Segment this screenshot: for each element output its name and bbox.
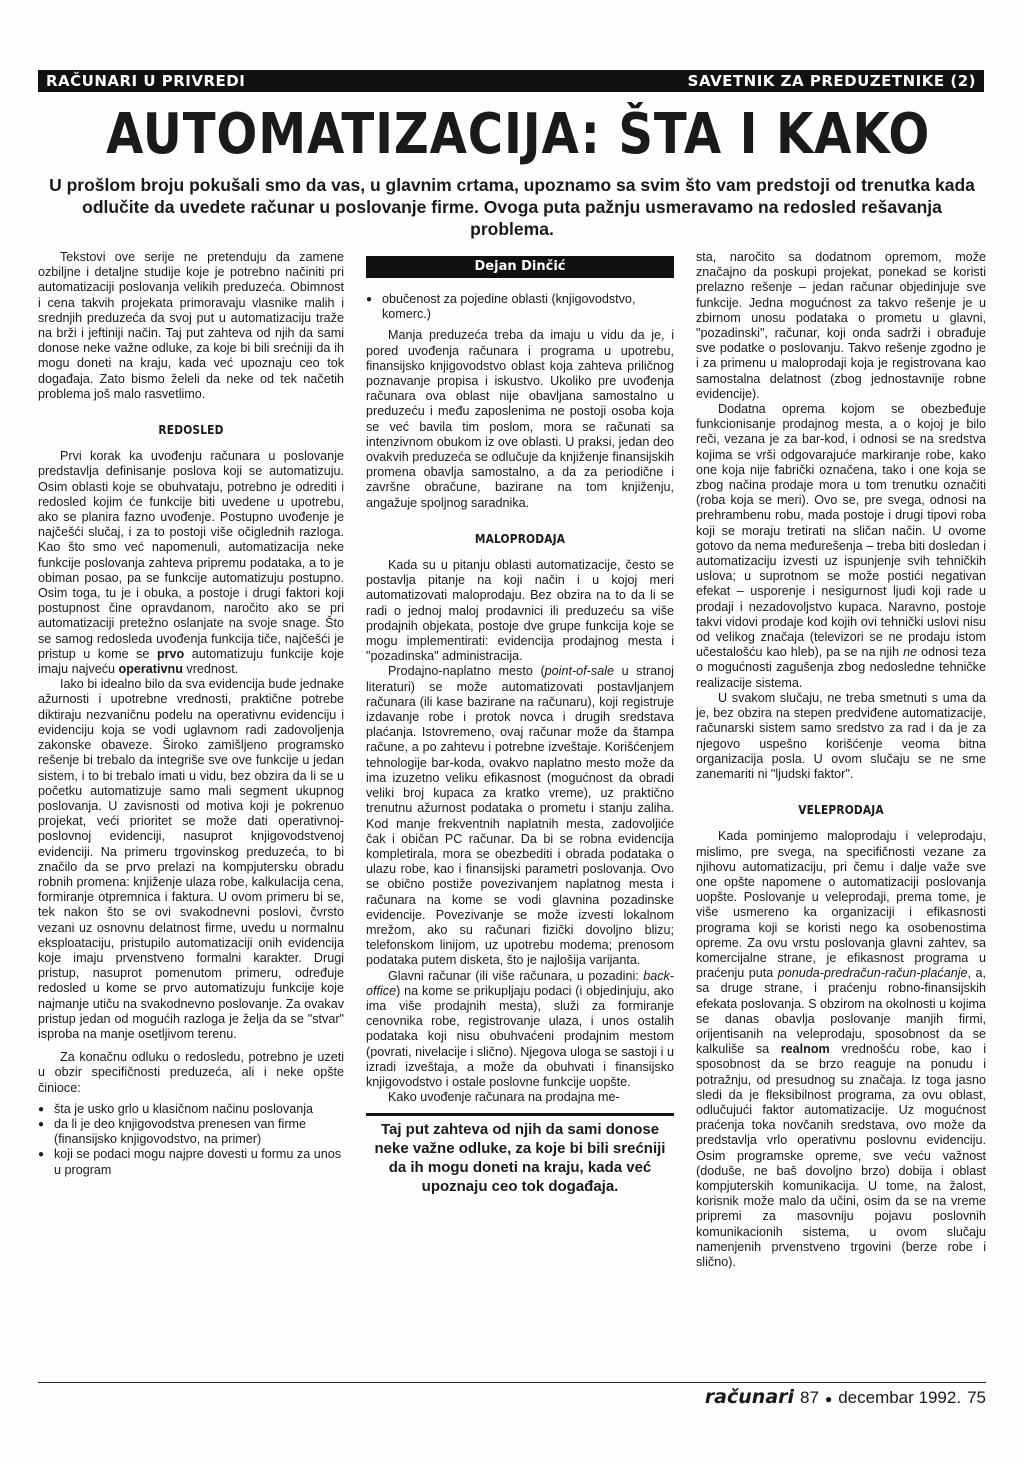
list-item: ● obučenost za pojedine oblasti (knjigovodstvo, komerc.) xyxy=(366,292,674,322)
list-item: ● šta je usko grlo u klasičnom načinu poslovanja xyxy=(38,1102,344,1117)
column-3 xyxy=(696,250,986,1270)
paragraph: Tekstovi ove serije ne pretenduju da zamene ozbiljne i detaljne studije koje je potrebno načiniti pri automatizaciji poslovanja velikih preduzeća. Obimnost i cena takvih projekata primoravaju vlasnike malih i srednjih preduzeća da svoj put u automatizaciju traže na brži i jeftiniji način. Taj put zahteva od njih da sami donose neke važne odluke, za koje bi bili srećniji da ih mogu doneti na kraju, kada već upoznaju ceo tok događaja. Zato bismo želeli da neke od tek načetih problema još malo rasvetlimo. xyxy=(38,250,344,401)
paragraph: U svakom slučaju, ne treba smetnuti s uma da je, bez obzira na stepen predviđene automatizacije, računarski sistem samo sredstvo za rad i da je za njegovo uspešno korišćenje veoma bitna organizacija posla. U ovom slučaju se ne sme zanemariti ni "ljudski faktor". xyxy=(696,690,986,781)
subheading-maloprodaja: MALOPRODAJA xyxy=(474,530,566,546)
section-header-bar xyxy=(38,70,984,92)
footer-divider xyxy=(38,1382,986,1383)
bold-text: realnom xyxy=(780,1042,830,1057)
italic-text: ponuda-predračun-račun-plaćanje xyxy=(777,966,968,981)
paragraph: Glavni računar (ili više računara, u pozadini: back-office) na kome se prikupljaju podaci (i objedinjuju, ako ima više prodajnih mesta), služi za formiranje cenovnika robe, registrovanje ulaza, i unos ostalih podataka koji nisu obuhvaćeni prodajnim mestom (povrati, nivelacije i slično). Njegova uloga se sastoji i u izradi izveštaja, a može da obuhvati i finansijsko knjigovodstvo i ostale poslovne funkcije uopšte. xyxy=(366,968,674,1089)
page-footer xyxy=(705,1386,986,1408)
column-1 xyxy=(38,250,344,1178)
paragraph: Iako bi idealno bilo da sva evidencija bude jednake ažurnosti i upotrebne vrednosti, praktične potrebe diktiraju nezvaničnu podelu na operativnu evidenciju i evidenciju koja se vodi uglavnom radi zadovoljenja zakonske obaveze. Široko zamišljeno programsko rešenje bi trebalo da integriše sve ove funkcije u jedan sistem, i to bi trebalo imati u vidu, bez obzira da li se u početku automatizuje samo mali segment ukupnog poslovanja. U zavisnosti od motiva koji je pokrenuo projekat, veći prioritet se može dati operativnoj-poslovnoj evidenciji, nasuprot knjigovodstvenoj evidenciji. Na primeru trgovinskog preduzeća, to bi značilo da se prvo prelazi na kompjutersku obradu robnih promena: knjiženje ulaza robe, kalkulacija cena, formiranje otpremnica i faktura. U ovom primeru bi se, tek nakon što se ovi svakodnevni poslovi, čvrsto vezani uz osnovnu delatnost firme, uvedu u normalnu eksploataciju, pristupilo automatizaciji onih evidencija koje imaju prvenstveno formalni karakter. Drugi pristup, nasuprot pomenutom primeru, određuje redosled u kome se prvo automatizuju funkcije koje najmanje utiču na svakodnevno poslovanje. Za ovakav pristup jedan od mogućih razloga je želja da se "stvar" isproba na manje osetljivom terenu. xyxy=(38,677,344,1041)
page-number: 75 xyxy=(967,1388,986,1407)
bullet-list xyxy=(38,1102,344,1178)
paragraph: sta, naročito sa dodatnom opremom, može značajno da poskupi projekat, ponekad se koristi prelazno rešenje – jedan računar objedinjuje sve funkcije. Jedna mogućnost za takvo rešenje je u zbirnom unosu podataka o prometu u glavni, "pozadinski", računar, koji onda sadrži i obrađuje sve podatke o poslovanju. Takvo rešenje zgodno je i za primenu u maloprodaji koja je registrovana kao samostalna delatnost (zbog jednostavnije robne evidencije). xyxy=(696,250,986,401)
bold-text: operativnu xyxy=(118,662,183,677)
bullet-separator-icon: ● xyxy=(824,1392,833,1406)
issue-date: decembar 1992. xyxy=(838,1388,962,1407)
lead-paragraph: U prošlom broju pokušali smo da vas, u glavnim crtama, upoznamo sa svim što vam predstoji od trenutka kada odlučite da uvedete računar u poslovanje firme. Ovoga puta pažnju usmeravamo na redosled rešavanja problema. xyxy=(49,175,975,239)
subheading-redosled: REDOSLED xyxy=(158,422,224,438)
list-item: ● koji se podaci mogu najpre dovesti u formu za unos u program xyxy=(38,1147,344,1177)
paragraph: Prvi korak ka uvođenju računara u poslovanje predstavlja definisanje poslova koji se automatizuju. Osim oblasti koje se obuhvataju, potrebno je odrediti i redosled kojim će funkcije biti uvedene u upotrebu, ako se planira fazno uvođenje. Postupno uvođenje je najčešći slučaj, i za to postoji više očiglednih razloga. Kao što smo već napomenuli, automatizacija neke funkcije poslovanja zahteva pripremu podataka, a to je obiman posao, pa se funkcije automatizuju postupno. Osim toga, tu je i obuka, a postoje i drugi faktori koji postupnost čine opravdanom, naročito ako se pri automatizaciji pretežno oslanjate na svoje snage. Što se samog redosleda uvođenja funkcija tiče, najčešći je pristup u kome se prvo automatizuju funkcije koje imaju najveću operativnu vrednost. xyxy=(38,449,344,677)
bold-text: prvo xyxy=(156,646,185,661)
paragraph: Za konačnu odluku o redosledu, potrebno je uzeti u obzir specifičnosti preduzeća, ali i neke opšte činioce: xyxy=(38,1050,344,1095)
section-right-label: SAVETNIK ZA PREDUZETNIKE (2) xyxy=(687,72,976,90)
headline: AUTOMATIZACIJA: ŠTA I KAKO xyxy=(106,102,931,167)
italic-text: point-of-sale xyxy=(544,664,614,679)
author-byline: Dejan Dinčić xyxy=(366,256,674,278)
italic-text: ne xyxy=(903,645,918,660)
section-left-label: RAČUNARI U PRIVREDI xyxy=(46,72,246,90)
italic-text: back-office xyxy=(366,968,674,998)
paragraph: Prodajno-naplatno mesto (point-of-sale u stranoj literaturi) se može automatizovati postavljanjem računara (ili kase bazirane na računaru), koji registruje izdavanje robe i protok novca i drugih sredstava plaćanja. Istovremeno, ovaj računar može da štampa račune, a po zahtevu i potrebne izveštaje. Korišćenjem tehnologije bar-koda, ovakvo naplatno mesto može da ima izuzetno veliku efikasnost (mogućnost da obradi veliki broj kupaca za kratko vreme), uz praktično trenutnu ažurnost podataka o prometu i stanju zaliha. Kod manje frekventnih naplatnih mesta, zadovoljiće čak i običan PC računar. Da bi se robna evidencija kompletirala, mora se obezbediti i obrada podataka o ulazu robe, kao i finansijski parametri poslovanja. Ovo se obično postiže povezivanjem naplatnog mesta i računara na kome se vodi glavnina pozadinske evidencije. Povezivanje se može izvesti lokalnom mrežom, ako su računari fizički dovoljno blizu; telefonskom linijom, uz upotrebu modema; prenosom podataka putem disketa, što je najlošija varijanta. xyxy=(366,664,674,968)
paragraph: Dodatna oprema kojom se obezbeđuje funkcionisanje prodajnog mesta, a o kojoj je bilo reči, vezana je za bar-kod, i odnosi se na sredstva kojima se vrši odgovarajuće markiranje robe, kako one koja nije fabrički označena, tako i one koja se zbog načina prodaje mora u tom trenutku označiti (roba koja se meri). Ovo se, pre svega, odnosi na prehrambenu robu, mada postoje i drugi tipovi roba koji se moraju tretirati na sličan način. U ovome gotovo da nema međurešenja – treba biti dosledan i automatizaciju izvesti uz ispunjenje svih tehničkih uslova; u suprotnom se može postići negativan efekat – usporenje i nesigurnost ljudi koji rade u prodaji i nezadovoljstvo kupaca. Naravno, postoje takvi vidovi prodaje kod kojih ovi tehnički uslovi nisu od velikog značaja (televizori se ne prodaju istom učestalošću kao hleb), pa se na njih ne odnosi teza o mogućnosti zagušenja zbog nedosledne tehničke realizacije sistema. xyxy=(696,402,986,690)
paragraph: Kada su u pitanju oblasti automatizacije, često se postavlja pitanje na koji način i u kojoj meri automatizovati maloprodaju. Bez obzira na to da li se radi o jednoj maloj prodavnici ili preduzeću sa više prodajnih objekata, postoje dve grupe funkcija koje se mogu implementirati: evidencija prodajnog mesta i "pozadinska" administracija. xyxy=(366,558,674,664)
bullet-list xyxy=(366,292,674,322)
paragraph: Kako uvođenje računara na prodajna me- xyxy=(388,1090,620,1105)
issue-number: 87 xyxy=(800,1388,819,1407)
subheading-veleprodaja: VELEPRODAJA xyxy=(798,802,884,818)
paragraph: Kada pominjemo maloprodaju i veleprodaju, mislimo, pre svega, na specifičnosti vezane za njihovu automatizaciju, pri čemu i dalje važe sve one opšte napomene o automatizaciji poslovanja uopšte. Poslovanje u veleprodaji, prema tome, je više usmereno ka organizaciji i efikasnosti programa koji se koristi nego ka osobenostima opreme. Za ovu vrstu poslovanja glavni zahtev, sa komercijalne strane, je efikasnost programa u praćenju puta ponuda-predračun-račun-plaćanje, a, sa druge strane, i praćenju robno-finansijskih efekata poslovanja. S obzirom na okolnosti u kojima se danas obavlja poslovanje manjih firmi, orijentisanih na veleprodaju, sposobnost da se kalkuliše sa realnom vrednošću robe, kao i sposobnost da se brzo reaguje na ponudu i potražnju, od presudnog su značaja. Iz toga jasno sledi da je fleksibilnost programa, za ovu oblast, odlučujući faktor automatizacije. Uz mogućnost praćenja toka novčanih sredstava, ovo može da predstavlja vrlo operativnu poslovnu evidenciju. Osim programske opreme, sve veću važnost (doduše, ne baš dovoljno brzo) dobija i oblast kompjuterskih komunikacija. U tome, na žalost, korisnik može malo da učini, osim da se na vreme pripremi za masovniju pojavu poslovnih komunikacionih sistema, u ovom slučaju namenjenih prvenstveno trgovini (berze robe i slično). xyxy=(696,829,986,1269)
list-item: ● da li je deo knjigovodstva prenesen van firme (finansijsko knjigovodstvo, na primer) xyxy=(38,1117,344,1147)
paragraph: Manja preduzeća treba da imaju u vidu da je, i pored uvođenja računara i programa u upotrebu, finansijsko knjigovodstvo oblast koja zahteva priličnog poznavanje propisa i iskustvo. Ukoliko pre uvođenja računara ova oblast nije obavljana samostalno u preduzeću i među zaposlenima ne postoji osoba koja se već bavila tim poslom, mora se računati sa intenzivnom obukom iz ove oblasti. U praksi, jedan deo ovakvih preduzeća se odlučuje da knjiženje finansijskih promena obavlja samostalno, a da za periodične i završne obračune, bazirane na tom knjiženju, angažuje spoljnog saradnika. xyxy=(366,328,674,510)
pull-quote: Taj put zahteva od njih da sami donose neke važne odluke, za koje bi bili srećniji da ih mogu doneti na kraju, kada već upoznaju ceo tok događaja. xyxy=(366,1113,674,1196)
column-2 xyxy=(366,250,674,1196)
magazine-logo: računari xyxy=(704,1386,795,1408)
